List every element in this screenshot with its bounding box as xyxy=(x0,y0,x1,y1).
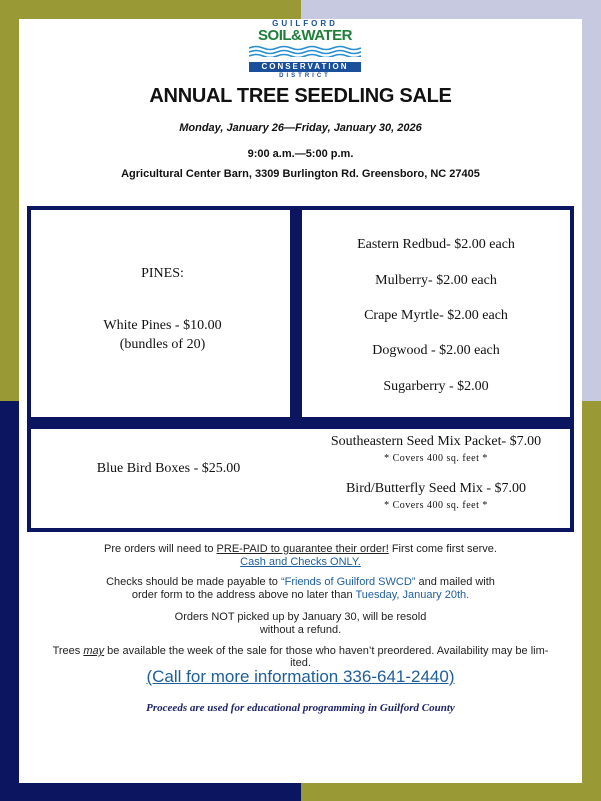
sale-hours: 9:00 a.m.—5:00 p.m. xyxy=(247,148,354,160)
logo-main-text: SOIL&WATER xyxy=(258,27,352,44)
tree-item-dogwood: Dogwood - $2.00 each xyxy=(372,343,500,358)
checks-payee: “Friends of Guilford SWCD” xyxy=(280,576,416,588)
southeastern-seed-mix-note: * Covers 400 sq. feet * xyxy=(384,453,488,464)
availability-text-c: be available the week of the sale for those who haven’t preordered. Availability may be lim- xyxy=(104,645,549,657)
call-for-information-link[interactable]: (Call for more information 336-641-2440) xyxy=(146,667,455,686)
blue-bird-boxes-price: Blue Bird Boxes - $25.00 xyxy=(96,461,241,476)
checks-text-c: and mailed with xyxy=(415,576,495,588)
tree-item-mulberry: Mulberry- $2.00 each xyxy=(375,273,497,288)
logo-bottom-text: DISTRICT xyxy=(279,73,331,79)
bird-butterfly-seed-mix-note: * Covers 400 sq. feet * xyxy=(384,500,488,511)
checks-note-line1 xyxy=(19,576,582,589)
page-title: ANNUAL TREE SEEDLING SALE xyxy=(149,85,452,107)
pines-box xyxy=(27,206,298,425)
preorder-text-c: First come first serve. xyxy=(388,543,497,555)
checks-deadline: Tuesday, January 20th. xyxy=(355,589,470,601)
preorder-text-b: PRE-PAID to guarantee their order! xyxy=(216,543,389,555)
white-pines-price: White Pines - $10.00 xyxy=(103,318,222,333)
preorder-text-a: Pre orders will need to xyxy=(104,543,217,555)
pickup-note-line2: without a refund. xyxy=(259,624,342,636)
southeastern-seed-mix-price: Southeastern Seed Mix Packet- $7.00 xyxy=(330,434,542,449)
bird-butterfly-seed-mix-price: Bird/Butterfly Seed Mix - $7.00 xyxy=(345,481,527,496)
checks-text-d: order form to the address above no later than xyxy=(131,589,356,601)
sale-address: Agricultural Center Barn, 3309 Burlington Rd. Greensboro, NC 27405 xyxy=(121,168,480,180)
flyer-sheet xyxy=(19,19,582,783)
sale-dates: Monday, January 26—Friday, January 30, 2026 xyxy=(179,122,422,134)
box-divider-horizontal xyxy=(27,417,574,425)
box-divider-vertical xyxy=(290,206,298,425)
proceeds-note: Proceeds are used for educational programming in Guilford County xyxy=(146,702,455,714)
tree-item-eastern-redbud: Eastern Redbud- $2.00 each xyxy=(357,237,515,252)
logo-band-text: CONSERVATION xyxy=(249,62,361,72)
pines-heading: PINES: xyxy=(141,266,184,281)
pickup-note-line1: Orders NOT picked up by January 30, will be resold xyxy=(174,611,427,623)
availability-text-a: Trees xyxy=(52,645,84,657)
availability-note-line2: ited. xyxy=(290,657,311,669)
logo-top-text: GUILFORD xyxy=(272,19,338,28)
checks-note-line2 xyxy=(19,589,582,602)
white-pines-bundle: (bundles of 20) xyxy=(119,337,206,352)
cash-checks-note: Cash and Checks ONLY. xyxy=(240,556,361,568)
preorder-note xyxy=(19,543,582,556)
water-waves-icon xyxy=(249,45,361,57)
availability-may: may xyxy=(83,645,105,657)
tree-item-sugarberry: Sugarberry - $2.00 xyxy=(383,379,489,394)
checks-text-a: Checks should be made payable to xyxy=(106,576,281,588)
guilford-swcd-logo xyxy=(249,19,361,79)
tree-item-crape-myrtle: Crape Myrtle- $2.00 each xyxy=(364,308,508,323)
